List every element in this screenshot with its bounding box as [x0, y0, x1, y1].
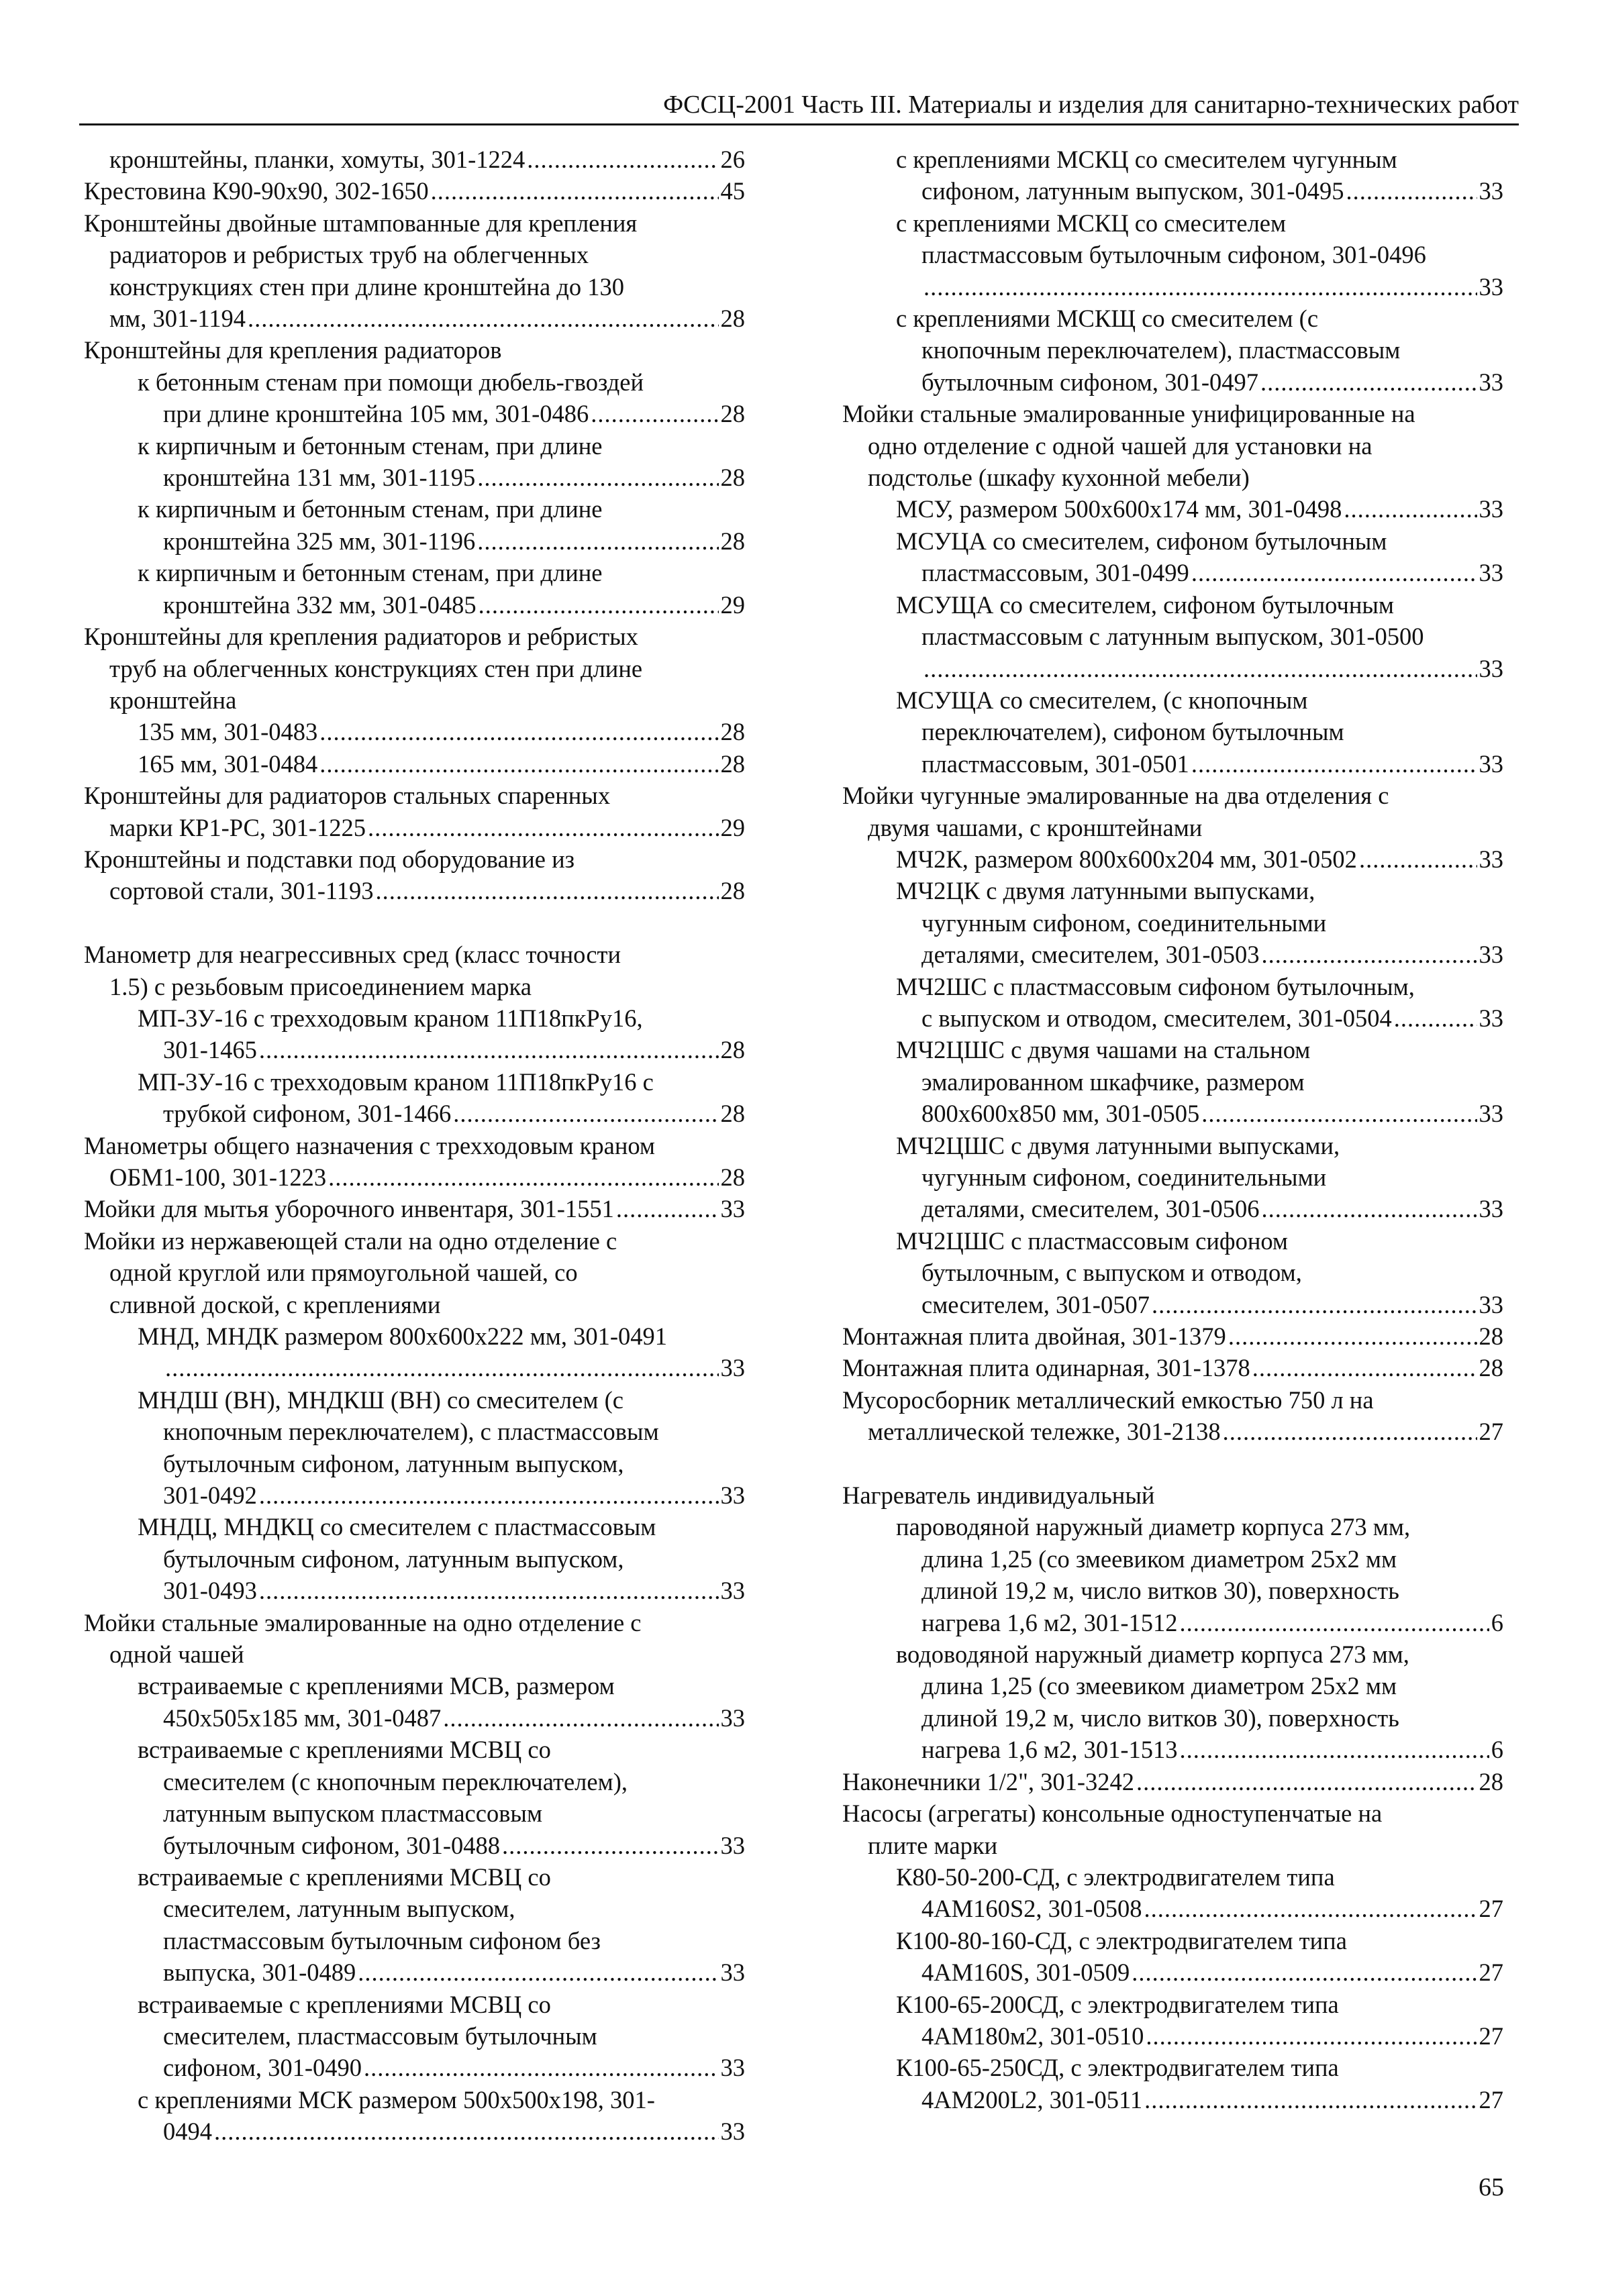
entry-text: с креплениями МСКЦ со смесителем — [896, 209, 1287, 237]
entry-text: одно отделение с одной чашей для установки на — [868, 431, 1372, 460]
entry-text: сифоном, латунным выпуском, 301-0495 — [921, 177, 1344, 205]
dot-leader — [502, 1830, 718, 1861]
index-entry — [842, 843, 1503, 875]
entry-text: одной круглой или прямоугольной чашей, со — [109, 1259, 578, 1287]
entry-page-number: 33 — [1479, 1004, 1503, 1032]
entry-text: плите марки — [868, 1831, 998, 1859]
entry-text: Крестовина К90-90x90, 302-1650 — [84, 177, 429, 205]
entry-page-number: 28 — [720, 718, 745, 746]
index-entry — [842, 1352, 1503, 1384]
index-entry — [842, 1384, 1503, 1448]
entry-text: труб на облегченных конструкциях стен при длине — [109, 654, 643, 682]
dot-leader — [259, 1575, 719, 1606]
entry-text: МНДЦ, МНДКЦ со смесителем с пластмассовым — [138, 1513, 656, 1541]
index-entry — [842, 1638, 1503, 1766]
entry-page-number: 33 — [720, 1481, 745, 1510]
index-entry — [84, 207, 745, 335]
index-entry — [842, 493, 1503, 525]
entry-page-number: 33 — [720, 2118, 745, 2146]
entry-text: ОБМ1-100, 301-1223 — [109, 1163, 327, 1191]
index-entry — [84, 1066, 745, 1130]
entry-text: длина 1,25 (со змеевиком диаметром 25x2 мм — [921, 1672, 1397, 1700]
entry-text: пластмассовым бутылочным сифоном без — [163, 1926, 601, 1954]
index-entry — [84, 939, 745, 1002]
index-entry — [842, 1034, 1503, 1129]
entry-text: смесителем, 301-0507 — [921, 1290, 1150, 1318]
entry-text: двумя чашами, с кронштейнами — [868, 813, 1203, 841]
entry-text: встраиваемые с креплениями МСВ, размером — [138, 1672, 615, 1700]
entry-text: пароводяной наружный диаметр корпуса 273 мм, — [896, 1513, 1411, 1541]
entry-text: сифоном, 301-0490 — [163, 2054, 362, 2082]
entry-text: 450x505x185 мм, 301-0487 — [163, 1704, 442, 1732]
dot-leader — [259, 1034, 719, 1065]
index-entry — [84, 1384, 745, 1512]
entry-text: Манометры общего назначения с трехходовым краном — [84, 1131, 656, 1159]
entry-page-number: 33 — [1479, 559, 1503, 587]
index-entry — [842, 1766, 1503, 1797]
dot-leader — [1260, 366, 1477, 398]
entry-text: с креплениями МСК размером 500x500x198, 301- — [138, 2085, 655, 2114]
entry-text: с креплениями МСКЩ со смесителем (с — [896, 305, 1319, 333]
index-entry — [84, 748, 745, 780]
entry-page-number: 29 — [720, 590, 745, 619]
dot-leader — [328, 1161, 718, 1193]
dot-leader — [1180, 1607, 1489, 1638]
dot-leader — [479, 589, 719, 621]
entry-page-number: 28 — [720, 464, 745, 492]
entry-text: Кронштейны и подставки под оборудование из — [84, 845, 575, 873]
dot-leader — [453, 1098, 718, 1129]
entry-text: Мойки из нержавеющей стали на одно отделение с — [84, 1227, 617, 1255]
entry-page-number: 33 — [1479, 177, 1503, 205]
entry-page-number: 33 — [1479, 495, 1503, 523]
entry-text: бутылочным сифоном, 301-0488 — [163, 1831, 501, 1859]
index-entry — [84, 1193, 745, 1224]
index-entry — [84, 1861, 745, 1989]
entry-text: длина 1,25 (со змеевиком диаметром 25x2 мм — [921, 1545, 1397, 1573]
entry-text: 301-0492 — [163, 1481, 257, 1510]
entry-text: сортовой стали, 301-1193 — [109, 877, 374, 905]
index-entry — [842, 971, 1503, 1035]
index-entry — [84, 557, 745, 621]
entry-text: 165 мм, 301-0484 — [138, 749, 318, 778]
dot-leader — [477, 462, 718, 493]
entry-text: 0494 — [163, 2118, 212, 2146]
index-entry — [842, 1989, 1503, 2052]
section-gap — [842, 1448, 1503, 1479]
entry-text: 1.5) с резьбовым присоединением марка — [109, 972, 532, 1000]
entry-text: с выпуском и отводом, смесителем, 301-0504 — [921, 1004, 1392, 1032]
entry-text: 4АМ160S2, 301-0508 — [921, 1895, 1142, 1923]
index-entry — [84, 175, 745, 207]
entry-text: деталями, смесителем, 301-0503 — [921, 941, 1260, 969]
entry-text: кронштейна 332 мм, 301-0485 — [163, 590, 477, 619]
page-number: 65 — [1479, 2173, 1504, 2201]
index-entry — [84, 843, 745, 907]
entry-text: МП-3У-16 с трехходовым краном 11П18пкРу16 с — [138, 1067, 654, 1096]
entry-text: нагрева 1,6 м2, 301-1513 — [921, 1736, 1178, 1764]
index-entry — [84, 493, 745, 557]
entry-text: встраиваемые с креплениями МСВЦ со — [138, 1863, 551, 1891]
entry-page-number: 28 — [720, 1163, 745, 1191]
index-entry — [84, 144, 745, 175]
index-entry — [842, 1925, 1503, 1989]
entry-text: Монтажная плита двойная, 301-1379 — [842, 1322, 1226, 1351]
dot-leader — [1262, 1193, 1477, 1224]
index-entry — [842, 398, 1503, 493]
entry-text: Наконечники 1/2", 301-3242 — [842, 1767, 1135, 1795]
entry-text: к кирпичным и бетонным стенам, при длине — [138, 559, 603, 587]
entry-text: металлической тележке, 301-2138 — [868, 1418, 1221, 1446]
entry-text: МСУЦА со смесителем, сифоном бутылочным — [896, 527, 1387, 555]
entry-page-number: 33 — [1479, 845, 1503, 873]
entry-text: кронштейна — [109, 686, 237, 714]
dot-leader — [319, 716, 718, 747]
entry-page-number: 28 — [720, 877, 745, 905]
dot-leader — [1201, 1098, 1477, 1129]
index-entry — [84, 366, 745, 430]
entry-text: длиной 19,2 м, число витков 30), поверхность — [921, 1577, 1399, 1605]
entry-text: бутылочным сифоном, 301-0497 — [921, 368, 1259, 396]
entry-text: Манометр для неагрессивных сред (класс точности — [84, 941, 621, 969]
index-column-left — [84, 144, 745, 2148]
entry-page-number: 33 — [720, 1577, 745, 1605]
entry-text: латунным выпуском пластмассовым — [163, 1799, 543, 1828]
index-entry — [842, 207, 1503, 303]
index-entry — [842, 1861, 1503, 1925]
entry-text: чугунным сифоном, соединительными — [921, 908, 1327, 937]
entry-text: 800x600x850 мм, 301-0505 — [921, 1100, 1200, 1128]
entry-text: смесителем, латунным выпуском, — [163, 1895, 515, 1923]
entry-page-number: 6 — [1491, 1736, 1503, 1764]
index-entry — [84, 1734, 745, 1861]
dot-leader — [364, 2052, 719, 2083]
entry-text: бутылочным, с выпуском и отводом, — [921, 1259, 1302, 1287]
entry-text: встраиваемые с креплениями МСВЦ со — [138, 1736, 551, 1764]
dot-leader — [319, 748, 718, 780]
dot-leader — [1144, 1893, 1477, 1924]
entry-page-number: 33 — [720, 1354, 745, 1382]
entry-text: сливной доской, с креплениями — [109, 1290, 441, 1318]
entry-text: мм, 301-1194 — [109, 305, 246, 333]
entry-text: Монтажная плита одинарная, 301-1378 — [842, 1354, 1250, 1382]
entry-text: Мойки чугунные эмалированные на два отделения с — [842, 782, 1389, 810]
entry-text: Мойки для мытья уборочного инвентаря, 301-1551 — [84, 1195, 614, 1223]
dot-leader — [1359, 843, 1477, 875]
entry-text: МСУЩА со смесителем, сифоном бутылочным — [896, 590, 1394, 619]
dot-leader — [248, 303, 719, 334]
entry-text: 301-0493 — [163, 1577, 257, 1605]
index-entry — [842, 303, 1503, 398]
dot-leader — [368, 812, 719, 843]
index-entry — [84, 1511, 745, 1606]
entry-page-number: 28 — [1479, 1767, 1503, 1795]
entry-text: 4АМ200L2, 301-0511 — [921, 2085, 1143, 2114]
entry-text: бутылочным сифоном, латунным выпуском, — [163, 1545, 624, 1573]
index-entry — [84, 2084, 745, 2148]
dot-leader — [1394, 1002, 1477, 1034]
index-entry — [84, 1989, 745, 2084]
dot-leader — [358, 1956, 718, 1988]
dot-leader — [1191, 748, 1477, 780]
index-entry — [842, 1479, 1503, 1511]
entry-text: Нагреватель индивидуальный — [842, 1481, 1155, 1510]
entry-page-number: 33 — [1479, 1195, 1503, 1223]
index-entry — [84, 1002, 745, 1066]
index-entry — [84, 1225, 745, 1320]
entry-text: 4АМ160S, 301-0509 — [921, 1959, 1130, 1987]
entry-page-number: 33 — [1479, 272, 1503, 301]
dot-leader — [477, 525, 718, 557]
entry-text: марки КР1-РС, 301-1225 — [109, 813, 366, 841]
index-column-right — [842, 144, 1503, 2116]
entry-text: кронштейна 131 мм, 301-1195 — [163, 464, 476, 492]
dot-leader — [443, 1702, 718, 1734]
dot-leader — [165, 1352, 719, 1384]
dot-leader — [1152, 1289, 1477, 1320]
entry-text: МЧ2ЦШС с двумя латунными выпусками, — [896, 1131, 1340, 1159]
index-entry — [842, 1320, 1503, 1352]
entry-text: трубкой сифоном, 301-1466 — [163, 1100, 452, 1128]
entry-text: одной чашей — [109, 1640, 244, 1669]
dot-leader — [431, 175, 719, 207]
entry-page-number: 45 — [720, 177, 745, 205]
entry-text: с креплениями МСКЦ со смесителем чугунным — [896, 146, 1397, 173]
entry-text: подстолье (шкафу кухонной мебели) — [868, 464, 1250, 492]
entry-text: к кирпичным и бетонным стенам, при длине — [138, 431, 603, 460]
index-entry — [842, 2052, 1503, 2116]
entry-text: кронштейна 325 мм, 301-1196 — [163, 527, 476, 555]
index-entry — [842, 1511, 1503, 1638]
entry-page-number: 33 — [1479, 654, 1503, 682]
index-entry — [842, 589, 1503, 684]
entry-text: Насосы (агрегаты) консольные одноступенчатые на — [842, 1799, 1383, 1828]
dot-leader — [616, 1193, 719, 1224]
entry-text: 135 мм, 301-0483 — [138, 718, 318, 746]
entry-page-number: 27 — [1479, 2085, 1503, 2114]
entry-text: радиаторов и ребристых труб на облегченных — [109, 241, 589, 269]
entry-text: бутылочным сифоном, латунным выпуском, — [163, 1449, 624, 1477]
dot-leader — [1223, 1416, 1477, 1447]
entry-text: конструкциях стен при длине кронштейна до 130 — [109, 272, 624, 301]
index-entry — [84, 1130, 745, 1194]
dot-leader — [214, 2116, 719, 2147]
entry-text: кронштейны, планки, хомуты, 301-1224 — [109, 146, 526, 173]
index-entry — [842, 1797, 1503, 1861]
index-entry — [842, 144, 1503, 207]
entry-text: нагрева 1,6 м2, 301-1512 — [921, 1608, 1178, 1636]
index-entry — [842, 1130, 1503, 1225]
dot-leader — [1346, 175, 1477, 207]
entry-text: Мойки стальные эмалированные унифицированные на — [842, 400, 1415, 428]
index-entry — [842, 875, 1503, 970]
entry-text: пластмассовым с латунным выпуском, 301-0500 — [921, 623, 1424, 651]
entry-text: МНД, МНДК размером 800x600x222 мм, 301-0491 — [138, 1322, 668, 1351]
entry-page-number: 33 — [720, 1831, 745, 1859]
entry-page-number: 26 — [720, 146, 745, 173]
entry-text: К100-65-200СД, с электродвигателем типа — [896, 1990, 1339, 2018]
index-entry — [842, 780, 1503, 843]
entry-text: К100-80-160-СД, с электродвигателем типа — [896, 1926, 1347, 1954]
entry-page-number: 28 — [720, 527, 745, 555]
entry-text: МЧ2К, размером 800x600x204 мм, 301-0502 — [896, 845, 1357, 873]
dot-leader — [923, 271, 1477, 303]
entry-page-number: 33 — [1479, 749, 1503, 778]
entry-text: 4АМ180м2, 301-0510 — [921, 2022, 1144, 2050]
entry-text: эмалированном шкафчике, размером — [921, 1067, 1305, 1096]
entry-text: Кронштейны двойные штампованные для крепления — [84, 209, 638, 237]
dot-leader — [923, 653, 1477, 684]
entry-text: МП-3У-16 с трехходовым краном 11П18пкРу16, — [138, 1004, 643, 1032]
entry-text: при длине кронштейна 105 мм, 301-0486 — [163, 400, 589, 428]
entry-text: Кронштейны для крепления радиаторов и ребристых — [84, 623, 638, 651]
dot-leader — [1144, 2084, 1477, 2116]
dot-leader — [1191, 557, 1477, 588]
dot-leader — [1344, 493, 1477, 525]
index-entry — [84, 430, 745, 494]
entry-page-number: 33 — [720, 1959, 745, 1987]
entry-text: К100-65-250СД, с электродвигателем типа — [896, 2054, 1339, 2082]
entry-text: пластмассовым, 301-0499 — [921, 559, 1189, 587]
entry-text: Мойки стальные эмалированные на одно отделение с — [84, 1608, 642, 1636]
entry-text: Кронштейны для радиаторов стальных спаренных — [84, 782, 611, 810]
entry-text: Мусоросборник металлический емкостью 750 л на — [842, 1386, 1374, 1414]
entry-text: переключателем), сифоном бутылочным — [921, 718, 1344, 746]
entry-text: встраиваемые с креплениями МСВЦ со — [138, 1990, 551, 2018]
entry-text: пластмассовым бутылочным сифоном, 301-0496 — [921, 241, 1426, 269]
entry-text: МЧ2ЦШС с пластмассовым сифоном — [896, 1227, 1288, 1255]
entry-page-number: 33 — [720, 1195, 745, 1223]
entry-page-number: 27 — [1479, 1895, 1503, 1923]
entry-text: К80-50-200-СД, с электродвигателем типа — [896, 1863, 1335, 1891]
dot-leader — [1252, 1352, 1477, 1384]
dot-leader — [376, 875, 719, 906]
dot-leader — [1262, 939, 1477, 970]
entry-page-number: 33 — [1479, 1100, 1503, 1128]
entry-page-number: 28 — [720, 305, 745, 333]
entry-text: МЧ2ЦК с двумя латунными выпусками, — [896, 877, 1315, 905]
entry-page-number: 29 — [720, 813, 745, 841]
entry-text: чугунным сифоном, соединительными — [921, 1163, 1327, 1191]
entry-text: МЧ2ЦШС с двумя чашами на стальном — [896, 1036, 1311, 1064]
entry-page-number: 28 — [720, 1100, 745, 1128]
running-header: ФССЦ-2001 Часть III. Материалы и изделия для санитарно-технических работ — [79, 86, 1519, 125]
index-entry — [84, 334, 745, 366]
dot-leader — [591, 398, 718, 429]
dot-leader — [1136, 1766, 1477, 1797]
entry-page-number: 28 — [720, 400, 745, 428]
entry-text: МЧ2ШС с пластмассовым сифоном бутылочным, — [896, 972, 1415, 1000]
entry-page-number: 33 — [1479, 368, 1503, 396]
entry-text: кнопочным переключателем), пластмассовым — [921, 336, 1401, 364]
entry-page-number: 27 — [1479, 1418, 1503, 1446]
index-entry — [842, 1225, 1503, 1320]
entry-text: МНДШ (ВН), МНДКШ (ВН) со смесителем (с — [138, 1386, 623, 1414]
entry-text: кнопочным переключателем), с пластмассовым — [163, 1418, 659, 1446]
index-entry — [84, 716, 745, 747]
entry-page-number: 27 — [1479, 1959, 1503, 1987]
entry-text: к кирпичным и бетонным стенам, при длине — [138, 495, 603, 523]
index-entry — [84, 780, 745, 843]
entry-page-number: 28 — [720, 1036, 745, 1064]
index-entry — [84, 1320, 745, 1384]
entry-page-number: 33 — [1479, 1290, 1503, 1318]
entry-text: длиной 19,2 м, число витков 30), поверхность — [921, 1704, 1399, 1732]
entry-page-number: 33 — [720, 1704, 745, 1732]
dot-leader — [527, 144, 718, 175]
entry-page-number: 28 — [720, 749, 745, 778]
entry-text: 301-1465 — [163, 1036, 257, 1064]
index-entry — [842, 684, 1503, 780]
entry-page-number: 28 — [1479, 1354, 1503, 1382]
dot-leader — [1228, 1320, 1477, 1352]
entry-text: МСУЩА со смесителем, (с кнопочным — [896, 686, 1308, 714]
entry-page-number: 33 — [1479, 941, 1503, 969]
index-entry — [84, 1607, 745, 1671]
index-entry — [842, 525, 1503, 589]
dot-leader — [1180, 1734, 1489, 1765]
entry-text: деталями, смесителем, 301-0506 — [921, 1195, 1260, 1223]
entry-text: смесителем, пластмассовым бутылочным — [163, 2022, 597, 2050]
section-gap — [84, 907, 745, 939]
entry-page-number: 28 — [1479, 1322, 1503, 1351]
entry-text: смесителем (с кнопочным переключателем), — [163, 1767, 628, 1795]
entry-page-number: 33 — [720, 2054, 745, 2082]
dot-leader — [259, 1479, 719, 1511]
entry-text: пластмассовым, 301-0501 — [921, 749, 1189, 778]
dot-leader — [1132, 1956, 1477, 1988]
entry-text: водоводяной наружный диаметр корпуса 273 мм, — [896, 1640, 1409, 1669]
index-entry — [84, 1670, 745, 1734]
entry-text: Кронштейны для крепления радиаторов — [84, 336, 502, 364]
entry-text: к бетонным стенам при помощи дюбель-гвоздей — [138, 368, 644, 396]
index-entry — [84, 621, 745, 716]
entry-text: МСУ, размером 500x600x174 мм, 301-0498 — [896, 495, 1342, 523]
entry-page-number: 6 — [1491, 1608, 1503, 1636]
entry-text: выпуска, 301-0489 — [163, 1959, 356, 1987]
entry-page-number: 27 — [1479, 2022, 1503, 2050]
dot-leader — [1146, 2020, 1477, 2052]
